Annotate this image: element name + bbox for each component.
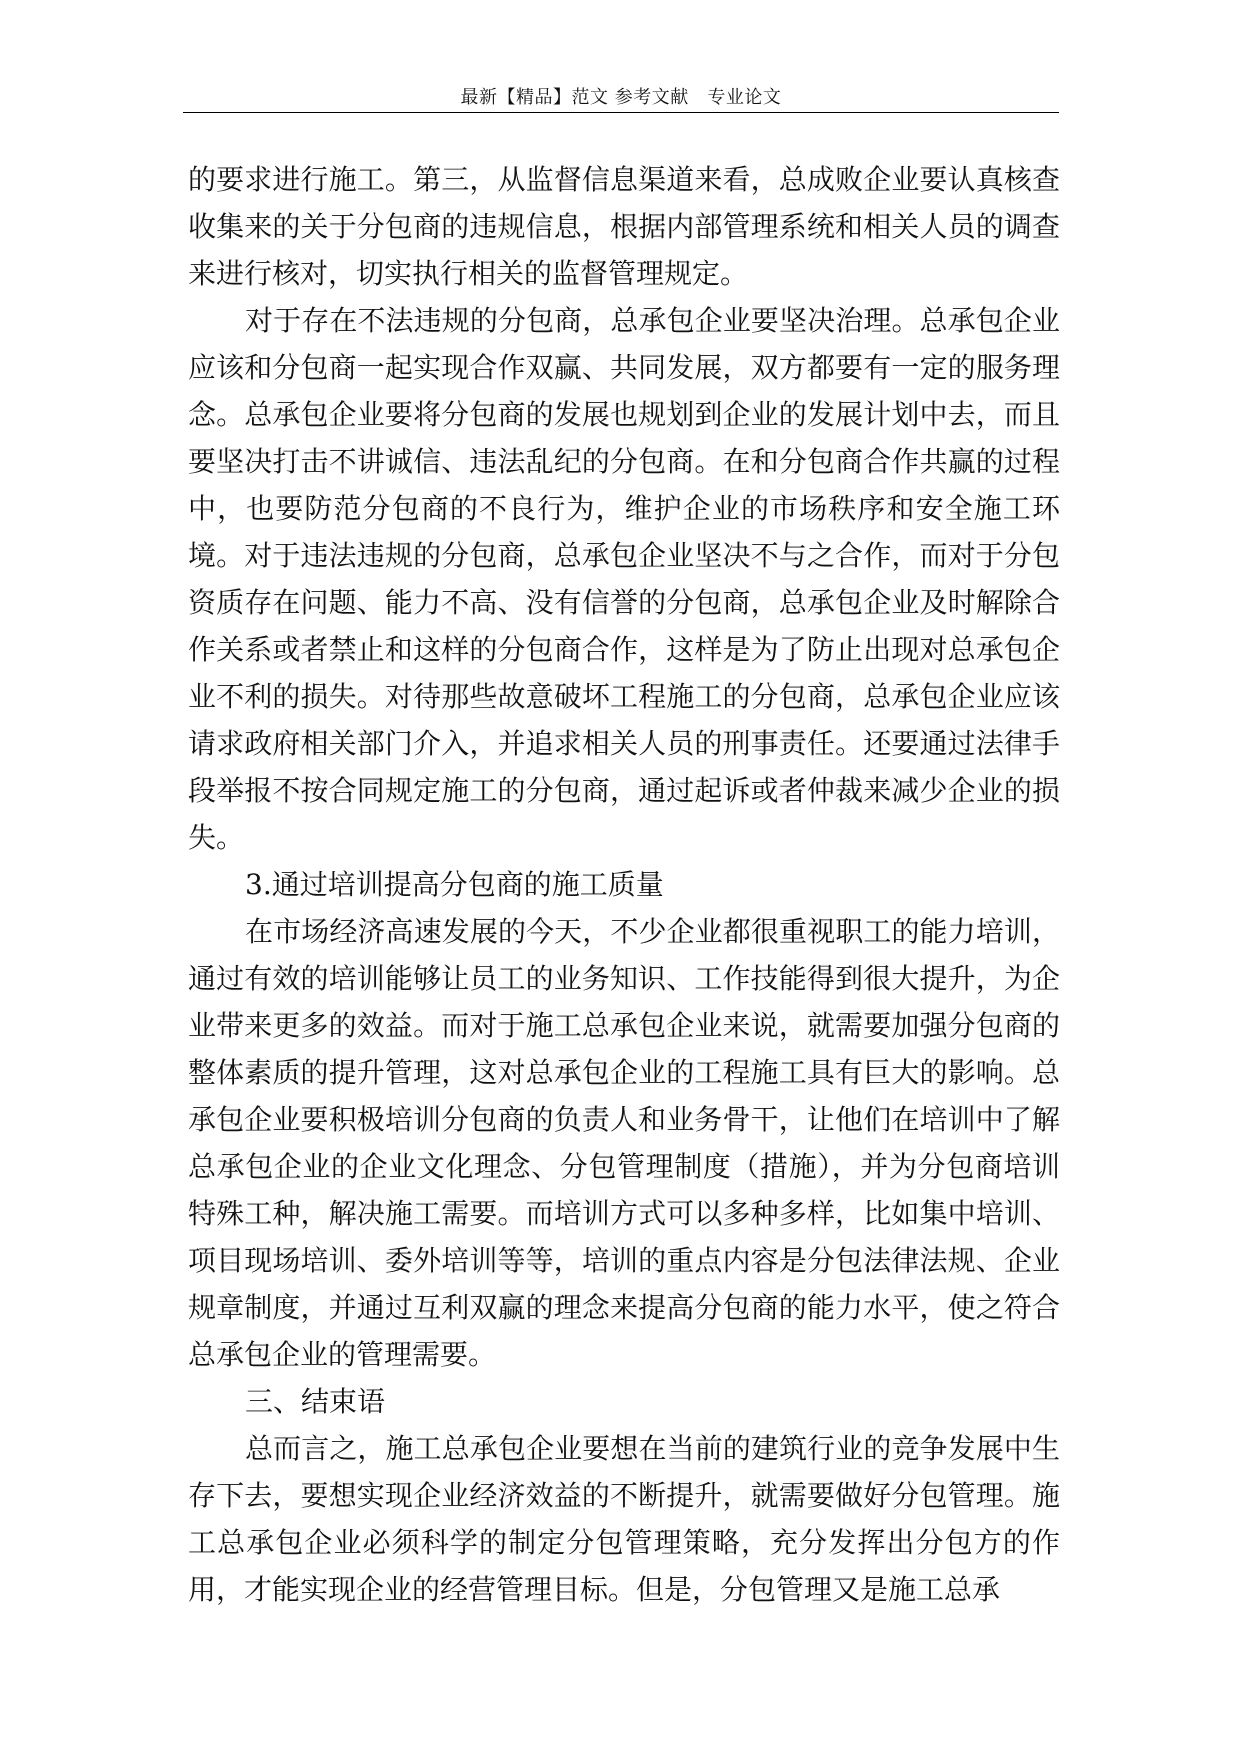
paragraph-continued: 的要求进行施工。第三，从监督信息渠道来看，总成败企业要认真核查收集来的关于分包商的违规信息，根据内部管理系统和相关人员的调查来进行核对，切实执行相关的监督管理规定。: [188, 163, 1060, 290]
paragraph-conclusion: 总而言之，施工总承包企业要想在当前的建筑行业的竞争发展中生存下去，要想实现企业经济效益的不断提升，就需要做好分包管理。施工总承包企业必须科学的制定分包管理策略，充分发挥出分包方的作用，才能实现企业的经营管理目标。但是，分包管理又是施工总承: [188, 1432, 1060, 1606]
paragraph-violation-handling: 对于存在不法违规的分包商，总承包企业要坚决治理。总承包企业应该和分包商一起实现合作双赢、共同发展，双方都要有一定的服务理念。总承包企业要将分包商的发展也规划到企业的发展计划中去，而且要坚决打击不讲诚信、违法乱纪的分包商。在和分包商合作共赢的过程中，也要防范分包商的不良行为，维护企业的市场秩序和安全施工环境。对于违法违规的分包商，总承包企业坚决不与之合作，而对于分包资质存在问题、能力不高、没有信誉的分包商，总承包企业及时解除合作关系或者禁止和这样的分包商合作，这样是为了防止出现对总承包企业不利的损失。对待那些故意破坏工程施工的分包商，总承包企业应该请求政府相关部门介入，并追求相关人员的刑事责任。还要通过法律手段举报不按合同规定施工的分包商，通过起诉或者仲裁来减少企业的损失。: [188, 304, 1060, 854]
header-divider: [183, 112, 1059, 113]
paragraph-training: 在市场经济高速发展的今天，不少企业都很重视职工的能力培训，通过有效的培训能够让员工的业务知识、工作技能得到很大提升，为企业带来更多的效益。而对于施工总承包企业来说，就需要加强分包商的整体素质的提升管理，这对总承包企业的工程施工具有巨大的影响。总承包企业要积极培训分包商的负责人和业务骨干，让他们在培训中了解总承包企业的企业文化理念、分包管理制度（措施），并为分包商培训特殊工种，解决施工需要。而培训方式可以多种多样，比如集中培训、项目现场培训、委外培训等等，培训的重点内容是分包法律法规、企业规章制度，并通过互利双赢的理念来提高分包商的能力水平，使之符合总承包企业的管理需要。: [188, 915, 1060, 1371]
section-heading-training: 3.通过培训提高分包商的施工质量: [245, 868, 664, 901]
section-heading-conclusion: 三、结束语: [245, 1385, 386, 1418]
document-body: [188, 156, 1060, 1613]
page-header: 最新【精品】范文 参考文献 专业论文: [460, 87, 782, 108]
